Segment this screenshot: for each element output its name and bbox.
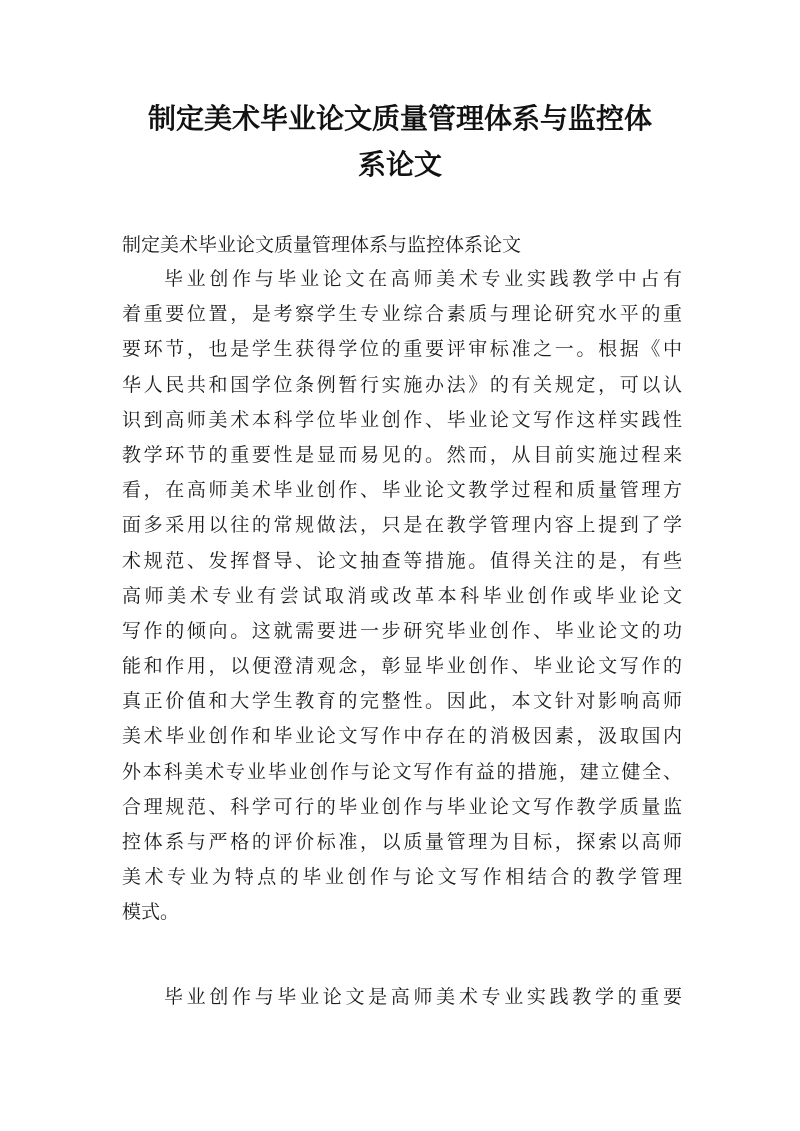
paragraph-line: 模式。	[122, 901, 180, 924]
paragraph-line: 美术专业为特点的毕业创作与论文写作相结合的教学管理	[122, 866, 682, 889]
paragraph-line: 写作的倾向。这就需要进一步研究毕业创作、毕业论文的功	[122, 619, 682, 642]
paragraph-line: 面多采用以往的常规做法，只是在教学管理内容上提到了学	[122, 514, 682, 537]
title-line-1: 制定美术毕业论文质量管理体系与监控体	[147, 102, 652, 135]
paragraph-line: 外本科美术专业毕业创作与论文写作有益的措施，建立健全、	[122, 760, 682, 783]
paragraph-line: 华人民共和国学位条例暂行实施办法》的有关规定，可以认	[122, 373, 682, 396]
paragraph-line: 教学环节的重要性是显而易见的。然而，从目前实施过程来	[122, 443, 682, 466]
paragraph-line: 要环节，也是学生获得学位的重要评审标准之一。根据《中	[122, 338, 682, 361]
paragraph-2	[122, 980, 682, 1015]
paragraph-line: 毕业创作与毕业论文是高师美术专业实践教学的重要	[164, 986, 682, 1008]
paragraph-line: 能和作用，以便澄清观念，彰显毕业创作、毕业论文写作的	[122, 655, 682, 678]
paragraph-line: 识到高师美术本科学位毕业创作、毕业论文写作这样实践性	[122, 408, 682, 431]
document-subtitle: 制定美术毕业论文质量管理体系与监控体系论文	[122, 234, 522, 256]
paragraph-line: 美术毕业创作和毕业论文写作中存在的消极因素，汲取国内	[122, 725, 682, 748]
document-title	[100, 96, 700, 188]
paragraph-line: 控体系与严格的评价标准，以质量管理为目标，探索以高师	[122, 831, 682, 853]
paragraph-line: 高师美术专业有尝试取消或改革本科毕业创作或毕业论文	[122, 584, 682, 607]
paragraph-line: 毕业创作与毕业论文在高师美术专业实践教学中占有	[164, 268, 682, 290]
title-line-2: 系论文	[357, 148, 442, 181]
paragraph-line: 真正价值和大学生教育的完整性。因此，本文针对影响高师	[122, 690, 682, 713]
paragraph-line: 术规范、发挥督导、论文抽查等措施。值得关注的是，有些	[122, 549, 682, 572]
paragraph-line: 看，在高师美术毕业创作、毕业论文教学过程和质量管理方	[122, 479, 682, 502]
paragraph-line: 合理规范、科学可行的毕业创作与毕业论文写作教学质量监	[122, 795, 682, 818]
paragraph-line: 着重要位置，是考察学生专业综合素质与理论研究水平的重	[122, 303, 682, 326]
paragraph-1	[122, 262, 682, 931]
